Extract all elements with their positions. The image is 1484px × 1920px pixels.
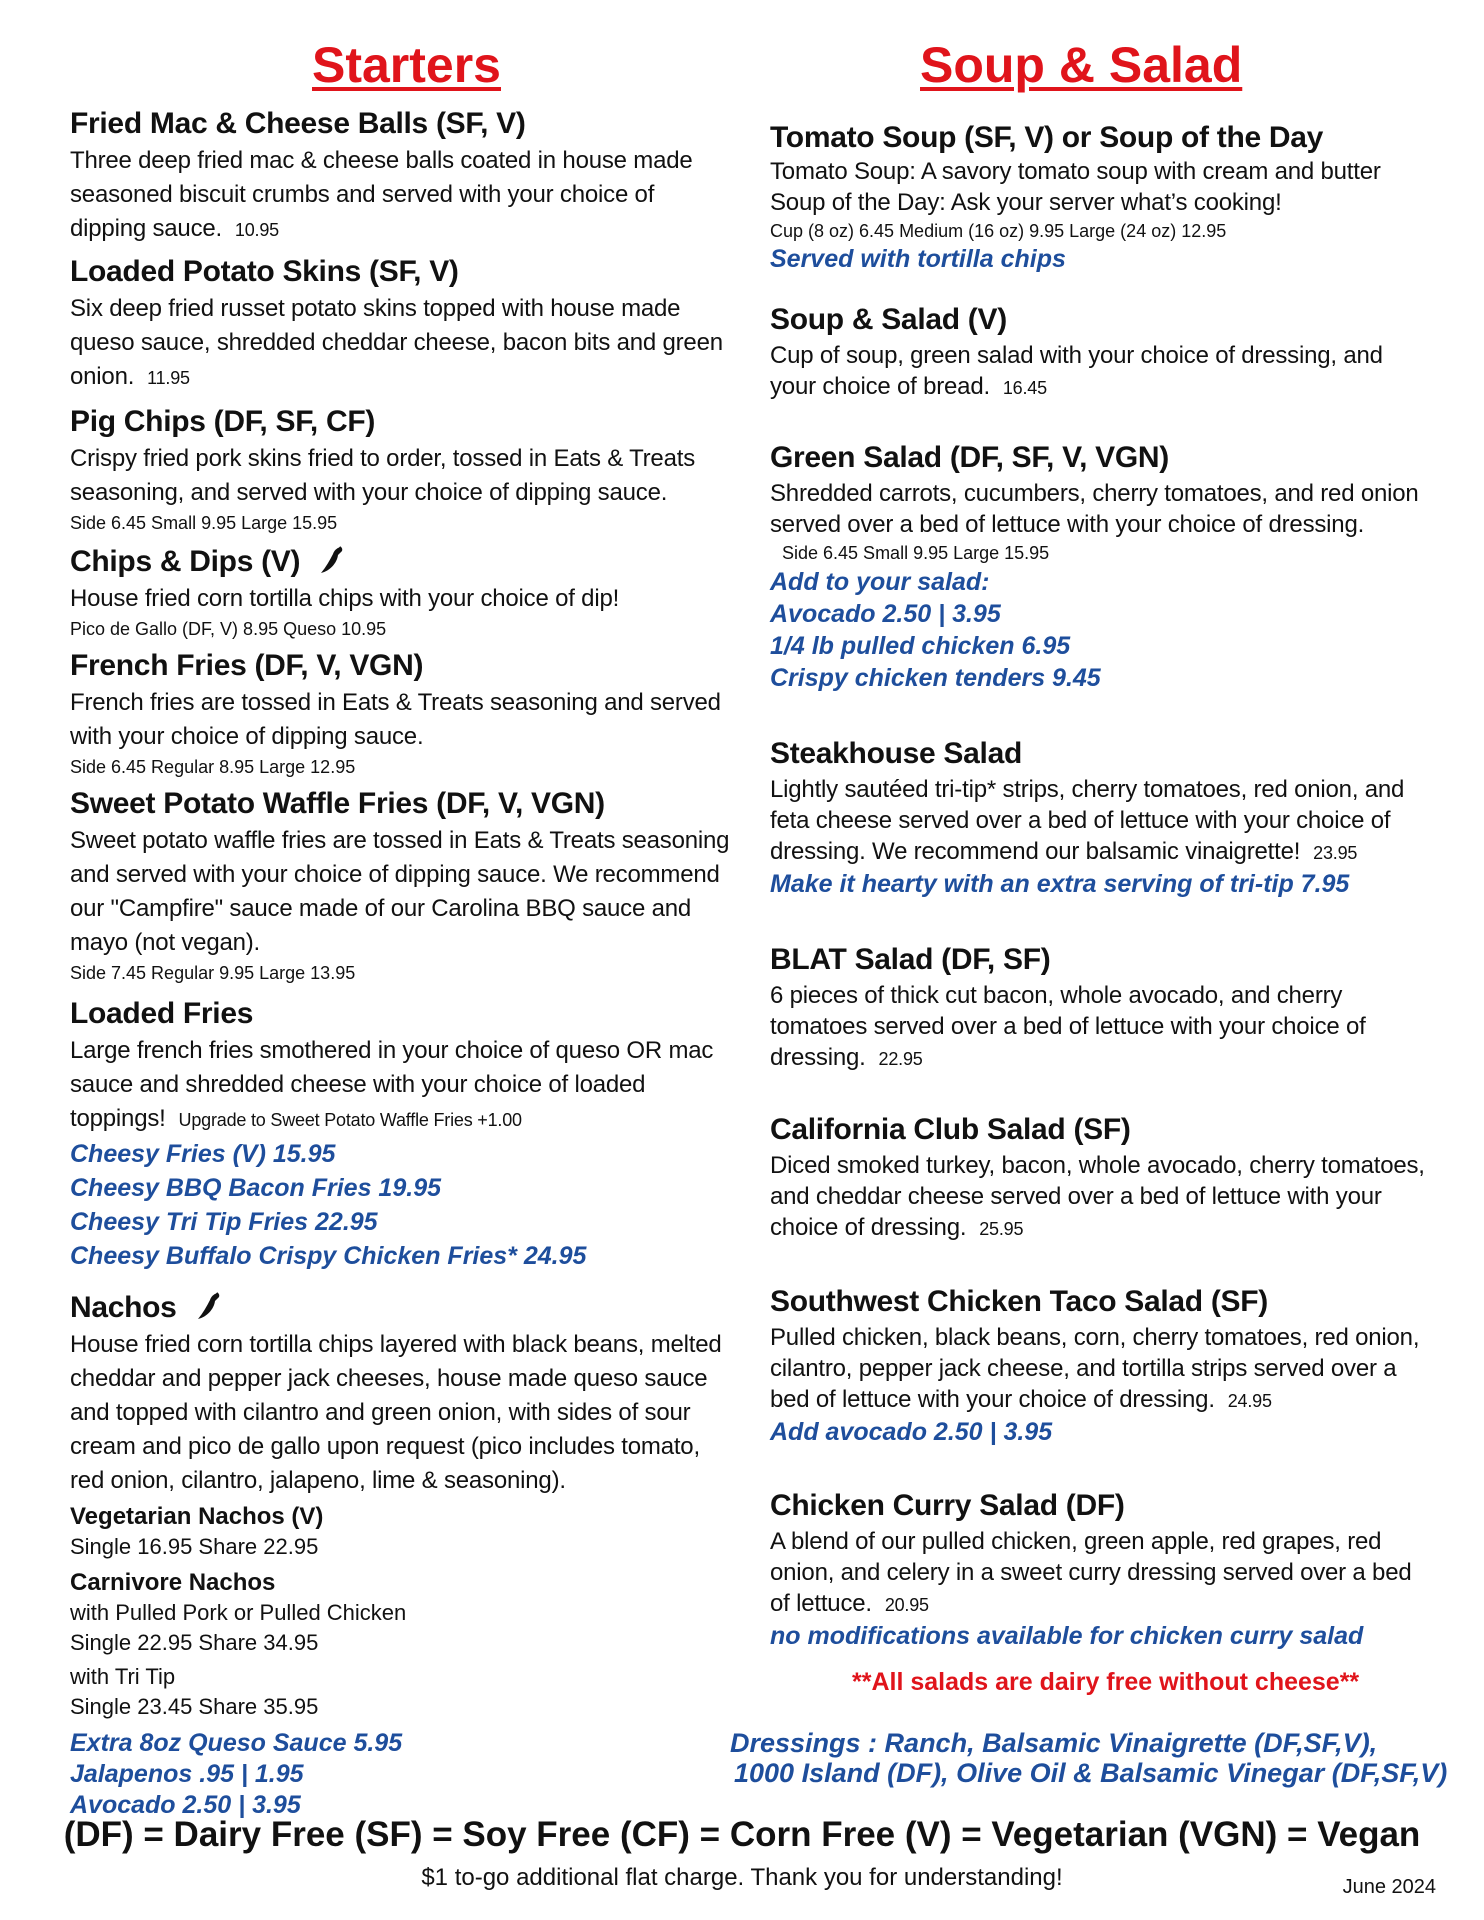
item-sizes: Side 7.45 Regular 9.95 Large 13.95	[70, 963, 356, 983]
nachos-options	[70, 1502, 730, 1821]
item-name: BLAT Salad (DF, SF)	[770, 943, 1051, 976]
carnivore-option-1: with Pulled Pork or Pulled Chicken	[70, 1600, 407, 1625]
menu-item	[770, 942, 1430, 1075]
item-name: California Club Salad (SF)	[770, 1113, 1131, 1146]
menu-item	[770, 302, 1430, 404]
item-desc: A blend of our pulled chicken, green apple, red grapes, red onion, and celery in a sweet curry dressing served over a bed of lettuce.	[770, 1528, 1412, 1617]
item-name: Nachos	[70, 1291, 177, 1324]
item-name: Southwest Chicken Taco Salad (SF)	[770, 1285, 1268, 1318]
menu-item	[770, 1284, 1430, 1447]
item-sizes: Side 6.45 Small 9.95 Large 15.95	[782, 543, 1050, 563]
extra-line: Avocado 2.50 | 3.95	[70, 1791, 301, 1819]
item-desc: Pulled chicken, black beans, corn, cherry tomatoes, red onion, cilantro, pepper jack cheese, and tortilla strips served over a bed of lettuce with your choice of dressing.	[770, 1324, 1420, 1413]
item-sizes: Pico de Gallo (DF, V) 8.95 Queso 10.95	[70, 619, 387, 639]
item-desc: Large french fries smothered in your choice of queso OR mac sauce and shredded cheese with your choice of loaded toppings!	[70, 1037, 714, 1132]
item-price: 23.95	[1313, 843, 1358, 863]
item-name: Steakhouse Salad	[770, 737, 1022, 770]
item-name: Sweet Potato Waffle Fries (DF, V, VGN)	[70, 787, 605, 820]
dairy-free-note: **All salads are dairy free without cheese**	[852, 1668, 1360, 1696]
item-desc: 6 pieces of thick cut bacon, whole avocado, and cherry tomatoes served over a bed of lettuce with your choice of dressing.	[770, 982, 1366, 1071]
item-price: 25.95	[979, 1219, 1024, 1239]
addon-line: Add to your salad:	[770, 568, 990, 596]
item-price: 24.95	[1227, 1391, 1272, 1411]
menu-item	[770, 1488, 1430, 1651]
chili-pepper-icon	[318, 545, 344, 575]
item-desc: House fried corn tortilla chips layered with black beans, melted cheddar and pepper jack cheeses, house made queso sauce and topped with cilantro and green onion, with sides of sour cream and pico de gallo upon request (pico includes tomato, red onion, cilantro, jalapeno, lime & seasoning).	[70, 1331, 722, 1494]
dressings-line: Dressings : Ranch, Balsamic Vinaigrette (DF,SF,V),	[730, 1728, 1378, 1758]
menu-item	[770, 1112, 1430, 1245]
item-sizes: Side 6.45 Small 9.95 Large 15.95	[70, 513, 338, 533]
to-go-note: $1 to-go additional flat charge. Thank you for understanding!	[421, 1864, 1063, 1891]
menu-item	[70, 106, 730, 247]
item-line: Soup of the Day: Ask your server what’s cooking!	[770, 189, 1282, 216]
menu-item	[70, 254, 730, 395]
item-name: Chips & Dips (V)	[70, 545, 301, 578]
menu-item	[770, 736, 1430, 899]
menu-item	[70, 996, 730, 1273]
option-line: Cheesy Fries (V) 15.95	[70, 1140, 336, 1168]
dietary-legend: (DF) = Dairy Free (SF) = Soy Free (CF) = Corn Free (V) = Vegetarian (VGN) = Vegan	[63, 1815, 1421, 1854]
item-price: 20.95	[884, 1595, 929, 1615]
item-sizes: Side 6.45 Regular 8.95 Large 12.95	[70, 757, 356, 777]
menu-date: June 2024	[1342, 1876, 1436, 1898]
item-desc: Sweet potato waffle fries are tossed in Eats & Treats seasoning and served with your choice of dipping sauce. We recommend our "Campfire" sauce made of our Carolina BBQ sauce and mayo (not vegan).	[70, 827, 730, 956]
item-name: Loaded Potato Skins (SF, V)	[70, 255, 459, 288]
addon-line: Avocado 2.50 | 3.95	[770, 600, 1001, 628]
item-desc: Six deep fried russet potato skins topped with house made queso sauce, shredded cheddar cheese, bacon bits and green onion.	[70, 295, 723, 390]
item-sizes: Cup (8 oz) 6.45 Medium (16 oz) 9.95 Large (24 oz) 12.95	[770, 221, 1227, 241]
item-desc: Three deep fried mac & cheese balls coated in house made seasoned biscuit crumbs and served with your choice of dipping sauce.	[70, 147, 693, 242]
item-price: 16.45	[1002, 378, 1047, 398]
extra-line: Jalapenos .95 | 1.95	[70, 1760, 304, 1788]
item-name: Green Salad (DF, SF, V, VGN)	[770, 441, 1169, 474]
menu-item	[70, 544, 730, 642]
carnivore-price-1: Single 22.95 Share 34.95	[70, 1630, 319, 1655]
vegetarian-nachos-name: Vegetarian Nachos (V)	[70, 1503, 324, 1530]
menu-item	[770, 120, 1430, 274]
addon-line: 1/4 lb pulled chicken 6.95	[770, 632, 1071, 660]
option-line: Cheesy BBQ Bacon Fries 19.95	[70, 1174, 441, 1202]
starters-title: Starters	[312, 37, 501, 93]
menu-item	[70, 1290, 730, 1498]
vegetarian-nachos-price: Single 16.95 Share 22.95	[70, 1534, 319, 1559]
carnivore-price-2: Single 23.45 Share 35.95	[70, 1694, 319, 1719]
item-extra: Add avocado 2.50 | 3.95	[770, 1418, 1053, 1446]
item-desc: Crispy fried pork skins fried to order, tossed in Eats & Treats seasoning, and served with your choice of dipping sauce.	[70, 445, 695, 506]
item-name: Tomato Soup (SF, V) or Soup of the Day	[770, 121, 1324, 154]
item-desc: House fried corn tortilla chips with your choice of dip!	[70, 585, 620, 612]
item-name: Fried Mac & Cheese Balls (SF, V)	[70, 107, 526, 140]
item-price: 22.95	[878, 1049, 923, 1069]
carnivore-nachos-name: Carnivore Nachos	[70, 1569, 276, 1596]
dressings-line: 1000 Island (DF), Olive Oil & Balsamic Vinegar (DF,SF,V)	[734, 1758, 1448, 1788]
option-line: Cheesy Buffalo Crispy Chicken Fries* 24.95	[70, 1242, 587, 1270]
item-desc: Lightly sautéed tri-tip* strips, cherry tomatoes, red onion, and feta cheese served over a bed of lettuce with your choice of dressing. We recommend our balsamic vinaigrette!	[770, 776, 1405, 865]
carnivore-option-2: with Tri Tip	[70, 1664, 176, 1689]
chili-pepper-icon	[195, 1291, 221, 1321]
option-line: Cheesy Tri Tip Fries 22.95	[70, 1208, 378, 1236]
item-name: Loaded Fries	[70, 997, 254, 1030]
addon-line: Crispy chicken tenders 9.45	[770, 664, 1101, 692]
item-extra: Served with tortilla chips	[770, 245, 1066, 273]
item-name: Soup & Salad (V)	[770, 303, 1007, 336]
item-desc: Diced smoked turkey, bacon, whole avocado, cherry tomatoes, and cheddar cheese served over a bed of lettuce with your choice of dressing.	[770, 1152, 1425, 1241]
item-price: 10.95	[234, 220, 279, 240]
item-price: 11.95	[147, 368, 190, 388]
menu-item	[70, 786, 730, 986]
menu-item	[70, 404, 730, 536]
item-desc: Cup of soup, green salad with your choice of dressing, and your choice of bread.	[770, 342, 1383, 400]
item-extra: Make it hearty with an extra serving of tri-tip 7.95	[770, 870, 1350, 898]
extra-line: Extra 8oz Queso Sauce 5.95	[70, 1729, 403, 1757]
menu-item	[70, 648, 730, 780]
item-note: Upgrade to Sweet Potato Waffle Fries +1.00	[178, 1110, 522, 1130]
soup-salad-title: Soup & Salad	[920, 37, 1243, 93]
item-name: Chicken Curry Salad (DF)	[770, 1489, 1125, 1522]
menu-item	[770, 440, 1430, 694]
item-line: Tomato Soup: A savory tomato soup with cream and butter	[770, 158, 1381, 185]
item-extra: no modifications available for chicken curry salad	[770, 1622, 1364, 1650]
item-name: French Fries (DF, V, VGN)	[70, 649, 424, 682]
item-desc: French fries are tossed in Eats & Treats seasoning and served with your choice of dipping sauce.	[70, 689, 721, 750]
item-desc: Shredded carrots, cucumbers, cherry tomatoes, and red onion served over a bed of lettuce with your choice of dressing.	[770, 480, 1419, 538]
item-name: Pig Chips (DF, SF, CF)	[70, 405, 376, 438]
